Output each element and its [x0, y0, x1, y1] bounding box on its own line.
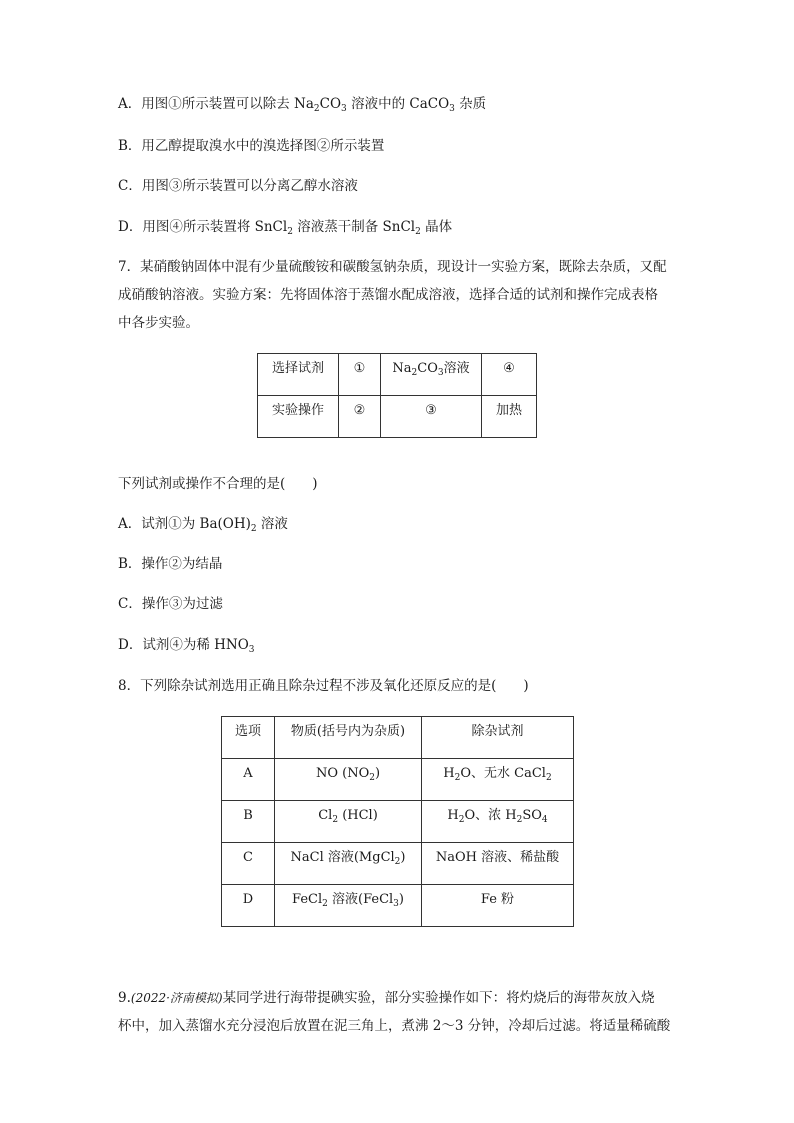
q7-option-b: B．操作②为结晶 — [118, 556, 223, 572]
table-cell: NaOH 溶液、稀盐酸 — [422, 843, 574, 885]
q6-option-d: D．用图④所示装置将 SnCl$_2$ 溶液蒸干制备 SnCl$_2$ 晶体 — [118, 219, 453, 237]
q7-option-d: D．试剂④为稀 $HNO_3$ — [118, 637, 255, 655]
q7-option-c: C．操作③为过滤 — [118, 596, 223, 612]
table-header-cell: 选项 — [222, 717, 275, 759]
table-cell: 加热 — [482, 396, 537, 438]
table-cell: ④ — [482, 354, 537, 396]
table-cell: C — [222, 843, 275, 885]
q8-stem: 8．下列除杂试剂选用正确且除杂过程不涉及氧化还原反应的是( ) — [118, 678, 529, 694]
table-cell: D — [222, 885, 275, 927]
table-cell: ② — [339, 396, 381, 438]
q7-stem-line2: 成硝酸钠溶液。实验方案：先将固体溶于蒸馏水配成溶液，选择合适的试剂和操作完成表格 — [118, 287, 658, 303]
table-row — [258, 354, 537, 396]
table-cell: $H_2O$、浓 $H_2SO_4$ — [422, 801, 574, 843]
table-cell: $Cl_2$ (HCl) — [275, 801, 422, 843]
table-row — [222, 885, 574, 927]
q7-table — [257, 353, 537, 438]
q9-line1: 9.(2022·济南模拟)某同学进行海带提碘实验，部分实验操作如下：将灼烧后的海带灰放入烧 — [118, 990, 655, 1006]
q9-line2: 杯中，加入蒸馏水充分浸泡后放置在泥三角上，煮沸 2～3 分钟，冷却后过滤。将适量稀硫酸 — [118, 1018, 671, 1034]
table-row — [222, 843, 574, 885]
q7-stem-line1: 7．某硝酸钠固体中混有少量硫酸铵和碳酸氢钠杂质，现设计一实验方案，既除去杂质，又配 — [118, 259, 667, 275]
table-header-row — [222, 717, 574, 759]
q7-question: 下列试剂或操作不合理的是( ) — [118, 476, 318, 492]
table-cell: $H_2O$、无水 CaCl$_2$ — [422, 759, 574, 801]
table-cell: 选择试剂 — [258, 354, 339, 396]
q6-option-c: C．用图③所示装置可以分离乙醇水溶液 — [118, 178, 358, 194]
table-cell: B — [222, 801, 275, 843]
table-cell: ① — [339, 354, 381, 396]
table-cell: A — [222, 759, 275, 801]
table-cell: Fe 粉 — [422, 885, 574, 927]
q6-option-a: A．用图①所示装置可以除去 $Na_2CO_3$ 溶液中的 CaCO$_3$ 杂质 — [118, 96, 487, 114]
table-cell: NaCl 溶液(MgCl$_2$) — [275, 843, 422, 885]
q8-table — [221, 716, 574, 927]
table-header-cell: 除杂试剂 — [422, 717, 574, 759]
table-row — [258, 396, 537, 438]
table-cell: 实验操作 — [258, 396, 339, 438]
table-cell: ③ — [381, 396, 482, 438]
table-cell: FeCl$_2$ 溶液(FeCl$_3$) — [275, 885, 422, 927]
table-row — [222, 759, 574, 801]
table-cell: $Na_2CO_3$溶液 — [381, 354, 482, 396]
q9-source: (2022·济南模拟) — [130, 991, 223, 1005]
table-cell: NO $(NO_2)$ — [275, 759, 422, 801]
table-header-cell: 物质(括号内为杂质) — [275, 717, 422, 759]
q6-option-b: B．用乙醇提取溴水中的溴选择图②所示装置 — [118, 138, 385, 154]
q7-option-a: A．试剂①为 $Ba(OH)_2$ 溶液 — [118, 516, 288, 534]
table-row — [222, 801, 574, 843]
q7-stem-line3: 中各步实验。 — [118, 315, 199, 331]
